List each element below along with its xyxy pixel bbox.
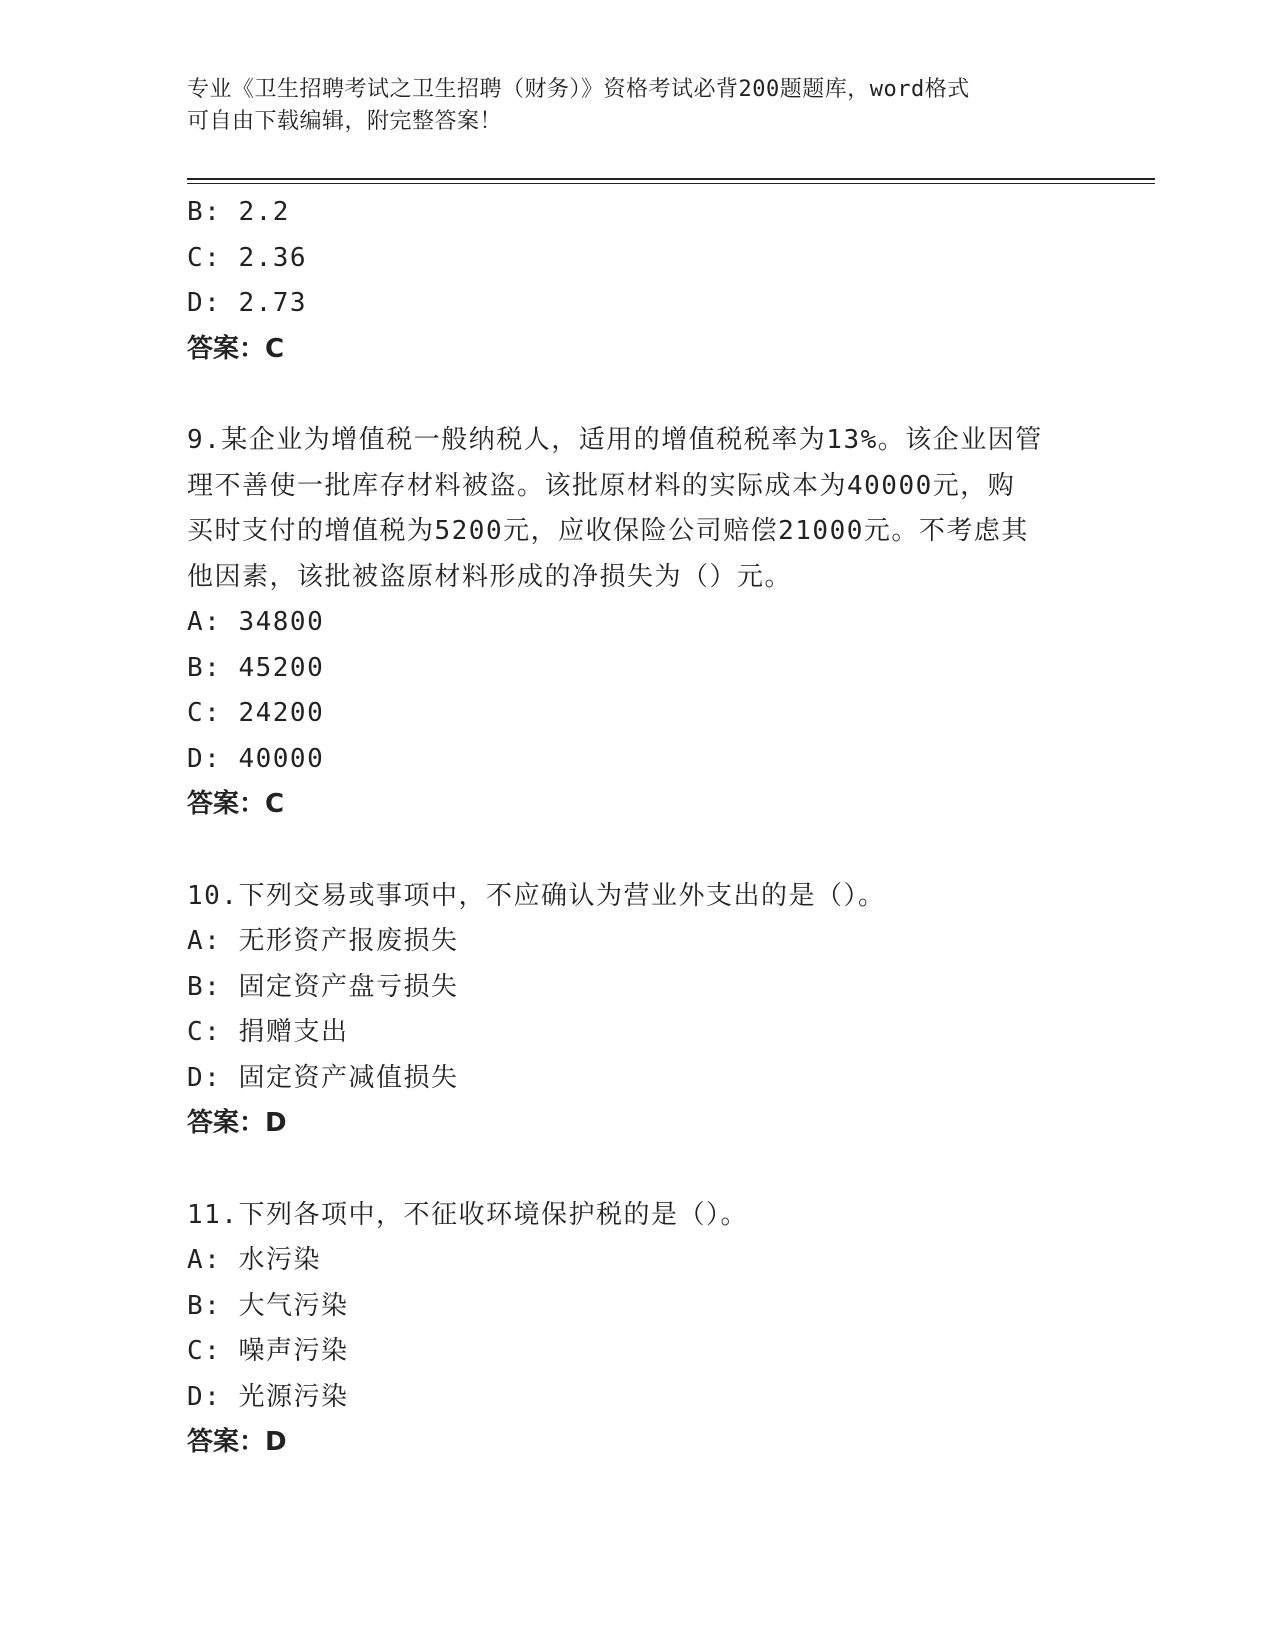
option-a: A: 无形资产报废损失	[187, 926, 459, 956]
option-b: B: 2.2	[187, 197, 290, 227]
question-9	[187, 418, 1087, 828]
question-stem-line: 他因素，该批被盗原材料形成的净损失为（）元。	[187, 561, 793, 592]
question-10	[187, 874, 1087, 1147]
question-gap	[187, 372, 1087, 418]
option-d: D: 40000	[187, 743, 325, 774]
question-stem-line: 9.某企业为增值税一般纳税人，适用的增值税税率为13%。该企业因管	[187, 425, 1043, 455]
header-title-line-1: 专业《卫生招聘考试之卫生招聘（财务）》资格考试必背200题题库，word格式	[187, 77, 970, 102]
option-d: D: 光源污染	[187, 1381, 349, 1412]
answer-line: 答案：D	[187, 1427, 287, 1457]
question-gap	[187, 1147, 1087, 1193]
option-d: D: 固定资产减值损失	[187, 1062, 459, 1093]
option-c: C: 2.36	[187, 242, 308, 273]
question-stem-line: 买时支付的增值税为5200元，应收保险公司赔偿21000元。不考虑其	[187, 516, 1029, 546]
answer-line: 答案：C	[187, 789, 285, 819]
question-gap	[187, 828, 1087, 874]
option-b: B: 固定资产盘亏损失	[187, 971, 459, 1002]
answer-line: 答案：C	[187, 333, 285, 364]
option-d: D: 2.73	[187, 288, 308, 318]
page-header	[187, 74, 1067, 138]
question-list	[187, 190, 1087, 1466]
answer-line: 答案：D	[187, 1108, 287, 1138]
question-11	[187, 1193, 1087, 1466]
option-c: C: 捐赠支出	[187, 1017, 349, 1047]
question-stem-line: 理不善使一批库存材料被盗。该批原材料的实际成本为40000元，购	[187, 470, 1016, 501]
option-a: A: 水污染	[187, 1245, 321, 1275]
option-a: A: 34800	[187, 607, 325, 637]
header-divider-thick	[187, 178, 1155, 180]
header-divider-thin	[187, 183, 1155, 184]
option-c: C: 24200	[187, 698, 325, 728]
option-b: B: 大气污染	[187, 1290, 349, 1321]
question-stem-line: 11.下列各项中，不征收环境保护税的是（）。	[187, 1199, 748, 1230]
question-stem-line: 10.下列交易或事项中，不应确认为营业外支出的是（）。	[187, 880, 886, 911]
question-8-tail	[187, 190, 1087, 372]
option-b: B: 45200	[187, 652, 325, 683]
option-c: C: 噪声污染	[187, 1336, 349, 1366]
header-title-line-2: 可自由下载编辑，附完整答案！	[187, 109, 503, 134]
